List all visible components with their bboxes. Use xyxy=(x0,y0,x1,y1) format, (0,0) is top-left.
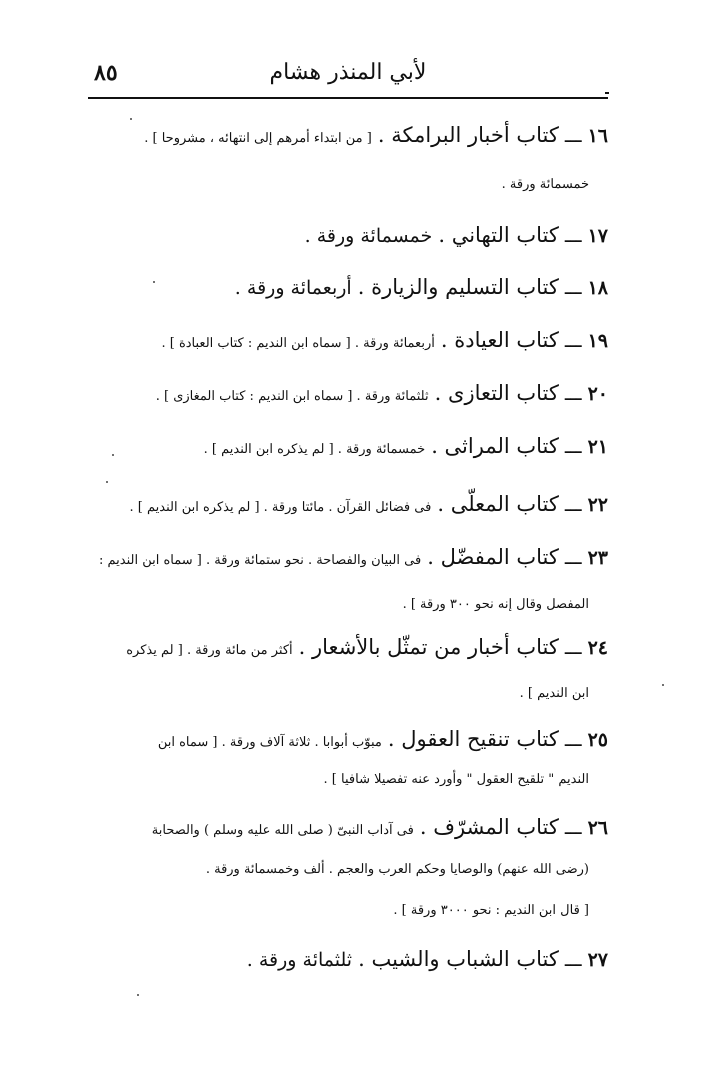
entry-25 xyxy=(119,724,608,758)
entry-note: خمسمائة ورقة . [ لم يذكره ابن النديم ] . xyxy=(203,442,426,457)
entry-dash: ـــ xyxy=(564,436,582,458)
entry-16-continuation xyxy=(119,167,589,200)
scan-speck xyxy=(106,481,108,483)
entry-note: فى فضائل القرآن . مائتا ورقة . [ لم يذكره ابن النديم ] . xyxy=(129,500,432,515)
entry-note: أكثر من مائة ورقة . [ لم يذكره xyxy=(126,643,293,658)
entry-dash: ـــ xyxy=(564,125,582,147)
entry-20 xyxy=(119,378,608,412)
scan-speck xyxy=(137,994,139,996)
entry-27 xyxy=(119,944,608,975)
entry-note: ثلثمائة ورقة . xyxy=(246,949,353,971)
entry-number: ٢٥ xyxy=(587,729,608,751)
entry-23-continuation xyxy=(119,587,589,620)
entry-continuation: (رضى الله عنهم) والوصايا وحكم العرب والعجم . ألف وخمسمائة ورقة . xyxy=(205,862,589,877)
entry-title: كتاب الشباب والشيب . xyxy=(358,947,559,971)
running-title: لأبي المنذر هشام xyxy=(269,60,427,85)
entry-title: كتاب المشرّف . xyxy=(419,815,559,839)
scan-speck xyxy=(153,281,155,283)
page-header xyxy=(88,56,608,96)
entry-title: كتاب التهاني . xyxy=(438,223,559,247)
entry-note: فى البيان والفصاحة . نحو ستمائة ورقة . [ سماه ابن النديم : xyxy=(98,553,422,568)
entry-title: كتاب التعازى . xyxy=(434,381,559,405)
entry-note: أربعمائة ورقة . [ سماه ابن النديم : كتاب العبادة ] . xyxy=(161,336,435,351)
entry-title: كتاب العيادة . xyxy=(440,328,559,352)
page-number: ٨٥ xyxy=(94,60,118,86)
entry-dash: ـــ xyxy=(564,729,582,751)
scan-speck xyxy=(112,454,114,456)
entry-title: كتاب التسليم والزيارة . xyxy=(357,275,559,299)
entry-number: ٢٢ xyxy=(587,494,608,516)
entry-26-continuation xyxy=(119,852,589,885)
entry-title: كتاب المفضّل . xyxy=(427,545,559,569)
entry-dash: ـــ xyxy=(564,949,582,971)
entry-continuation: ابن النديم ] . xyxy=(519,686,589,701)
scan-speck xyxy=(130,118,132,120)
entry-26 xyxy=(119,812,608,846)
entry-note: فى آداب النبىّ ( صلى الله عليه وسلم ) والصحابة xyxy=(151,823,414,838)
entry-continuation: النديم " تلقيح العقول " وأورد عنه تفصيلا شافيا ] . xyxy=(323,772,589,787)
entry-title: كتاب المعلّى . xyxy=(437,492,559,516)
entry-23 xyxy=(98,542,608,576)
entry-number: ٢٤ xyxy=(587,637,608,659)
entry-24 xyxy=(119,632,608,666)
entry-19 xyxy=(119,325,608,359)
entry-dash: ـــ xyxy=(564,225,582,247)
entry-dash: ـــ xyxy=(564,817,582,839)
entry-continuation: المفصل وقال إنه نحو ٣٠٠ ورقة ] . xyxy=(402,597,589,612)
entry-note: [ من ابتداء أمرهم إلى انتهائه ، مشروحا ] . xyxy=(144,131,372,146)
entry-number: ١٧ xyxy=(587,225,608,247)
entry-24-continuation xyxy=(119,676,589,709)
entry-17 xyxy=(119,220,608,251)
entry-18 xyxy=(119,272,608,303)
entry-title: كتاب تنقيح العقول . xyxy=(387,727,559,751)
entry-title: كتاب المراثى . xyxy=(431,434,559,458)
entry-number: ٢٣ xyxy=(587,547,608,569)
entry-note: أربعمائة ورقة . xyxy=(234,277,352,299)
entry-number: ١٩ xyxy=(587,330,608,352)
header-rule-mark xyxy=(605,92,609,94)
entry-25-continuation xyxy=(119,762,589,795)
entry-26-continuation-2 xyxy=(119,893,589,926)
entry-note: ثلثمائة ورقة . [ سماه ابن النديم : كتاب المغازى ] . xyxy=(155,389,429,404)
entry-continuation: خمسمائة ورقة . xyxy=(501,177,589,192)
entry-continuation: [ قال ابن النديم : نحو ٣٠٠٠ ورقة ] . xyxy=(393,903,589,918)
entry-number: ٢٠ xyxy=(587,383,608,405)
entry-dash: ـــ xyxy=(564,277,582,299)
entry-note: مبوّب أبوابا . ثلاثة آلاف ورقة . [ سماه ابن xyxy=(157,735,382,750)
entry-number: ٢٦ xyxy=(587,817,608,839)
entry-dash: ـــ xyxy=(564,494,582,516)
entry-number: ١٨ xyxy=(587,277,608,299)
entry-21 xyxy=(119,431,608,465)
entry-title: كتاب أخبار البرامكة . xyxy=(377,123,559,147)
entry-dash: ـــ xyxy=(564,547,582,569)
entry-number: ١٦ xyxy=(587,125,608,147)
entry-title: كتاب أخبار من تمثّل بالأشعار . xyxy=(298,635,559,659)
entry-16 xyxy=(119,120,608,154)
entry-22 xyxy=(119,489,608,523)
entry-dash: ـــ xyxy=(564,330,582,352)
entry-dash: ـــ xyxy=(564,637,582,659)
scan-speck xyxy=(662,684,664,686)
entry-number: ٢١ xyxy=(587,436,608,458)
entry-dash: ـــ xyxy=(564,383,582,405)
entry-note: خمسمائة ورقة . xyxy=(304,225,433,247)
entry-number: ٢٧ xyxy=(587,949,608,971)
header-rule xyxy=(88,97,608,99)
